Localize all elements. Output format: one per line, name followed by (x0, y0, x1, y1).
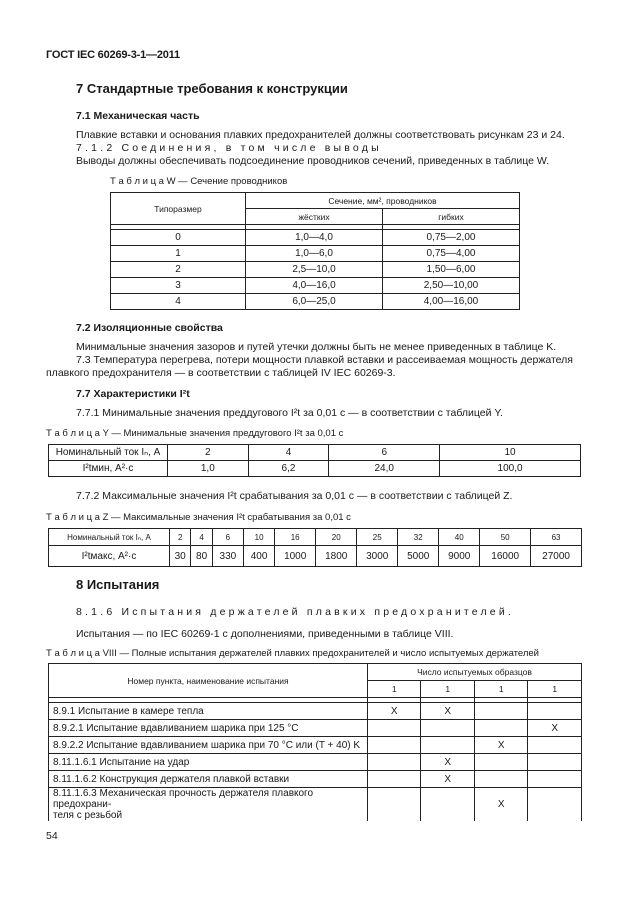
cell: 0,75—4,00 (383, 246, 520, 262)
cell: 9000 (439, 546, 480, 567)
s73-p: 7.3 Температура перегрева, потери мощности плавкой вставки и рассеиваемая мощность держателя (76, 354, 573, 366)
cell: X (421, 754, 474, 771)
table-row (111, 246, 520, 262)
cell: 40 (439, 529, 480, 546)
cell (49, 788, 368, 822)
cell: 8.9.1 Испытание в камере тепла (49, 703, 368, 720)
cell: 2 (111, 262, 246, 278)
cell (421, 720, 474, 737)
cell: 330 (212, 546, 243, 567)
cell: 0,75—2,00 (383, 230, 520, 246)
s816-p: Испытания — по IEC 60269-1 с дополнениями, приведенными в таблице VIII. (76, 628, 454, 640)
cell: 6 (212, 529, 243, 546)
table-row (49, 754, 582, 771)
table-row (49, 788, 582, 822)
cell: 1,0 (168, 461, 249, 477)
cell: X (474, 737, 527, 754)
table-row (111, 278, 520, 294)
cell: 4 (248, 445, 329, 461)
table-z-caption: Т а б л и ц а Z — Максимальные значения I²t срабатывания за 0,01 с (46, 512, 351, 523)
doc-header: ГОСТ IEC 60269-3-1—2011 (46, 49, 180, 61)
table-y-row2-label: I²tмин, А²·с (49, 461, 168, 477)
cell (528, 771, 582, 788)
cell: 27000 (531, 546, 582, 567)
cell: 8.9.2.2 Испытание вдавливанием шарика при 70 °C или (T + 40) K (49, 737, 368, 754)
cell (474, 771, 527, 788)
cell: 6,2 (248, 461, 329, 477)
cell (528, 788, 582, 822)
cell (528, 703, 582, 720)
cell: 80 (191, 546, 212, 567)
s816-title: 8.1.6 Испытания держателей плавких предохранителей. (76, 606, 515, 618)
cell: 16000 (480, 546, 531, 567)
cell: X (368, 703, 421, 720)
s71-p3: Выводы должны обеспечивать подсоединение проводников сечений, приведенных в таблице W. (76, 155, 550, 167)
cell: 1 (111, 246, 246, 262)
cell: X (421, 771, 474, 788)
cell: 3 (111, 278, 246, 294)
table-row (49, 737, 582, 754)
page-number: 54 (46, 830, 58, 842)
cell: 63 (531, 529, 582, 546)
cell: 16 (275, 529, 316, 546)
cell (368, 788, 421, 822)
cell (474, 754, 527, 771)
s771-p: 7.7.1 Минимальные значения преддугового I²t за 0,01 с — в соответствии с таблицей Y. (76, 407, 503, 419)
cell: 4,00—16,00 (383, 294, 520, 310)
table-row (49, 546, 582, 567)
s72-title: 7.2 Изоляционные свойства (76, 322, 223, 334)
table-w-col3: гибких (383, 209, 520, 225)
table-y (48, 444, 581, 477)
s772-p: 7.7.2 Максимальные значения I²t срабатывания за 0,01 с — в соответствии с таблицей Z. (76, 490, 513, 502)
table-z (48, 528, 582, 567)
cell (368, 771, 421, 788)
cell (368, 720, 421, 737)
cell: 2 (170, 529, 191, 546)
cell: 1,0—6,0 (246, 246, 383, 262)
table-viii (48, 663, 582, 821)
cell: 8.9.2.1 Испытание вдавливанием шарика при 125 °C (49, 720, 368, 737)
cell: 32 (398, 529, 439, 546)
table-viii-col-group: Число испытуемых образцов (368, 664, 582, 681)
table-row (49, 461, 581, 477)
table-row (49, 720, 582, 737)
table-viii-col1: Номер пункта, наименование испытания (49, 664, 368, 698)
cell: 50 (480, 529, 531, 546)
cell: 20 (316, 529, 357, 546)
cell: 0 (111, 230, 246, 246)
cell (421, 737, 474, 754)
cell: 5000 (398, 546, 439, 567)
cell: 1 (528, 681, 582, 698)
table-w (110, 192, 520, 310)
cell: 10 (243, 529, 274, 546)
table-row (49, 529, 582, 546)
table-row (49, 445, 581, 461)
cell: X (528, 720, 582, 737)
cell: 25 (357, 529, 398, 546)
cell (421, 788, 474, 822)
cell: 1 (368, 681, 421, 698)
cell: 100,0 (440, 461, 581, 477)
cell (528, 737, 582, 754)
cell (528, 754, 582, 771)
cell: X (474, 788, 527, 822)
cell (474, 703, 527, 720)
cell (368, 737, 421, 754)
table-y-caption: Т а б л и ц а Y — Минимальные значения преддугового I²t за 0,01 с (46, 428, 344, 439)
cell: 1,50—6,00 (383, 262, 520, 278)
cell: 4 (111, 294, 246, 310)
s71-p1: Плавкие вставки и основания плавких предохранителей должны соответствовать рисункам 23 и 24. (76, 129, 565, 141)
cell: 1800 (316, 546, 357, 567)
table-w-col2: жёстких (246, 209, 383, 225)
table-w-col1: Типоразмер (111, 193, 246, 225)
section-7-title: 7 Стандартные требования к конструкции (76, 81, 348, 96)
table-viii-caption: Т а б л и ц а VIII — Полные испытания держателей плавких предохранителей и число испытуемых держателей (46, 648, 539, 659)
cell-line: 8.11.1.6.3 Механическая прочность держателя плавкого предохрани- (53, 788, 314, 810)
cell: X (421, 703, 474, 720)
cell: 30 (170, 546, 191, 567)
cell (474, 720, 527, 737)
cell: 6 (329, 445, 440, 461)
cell: 24,0 (329, 461, 440, 477)
table-row (111, 294, 520, 310)
cell: 1 (421, 681, 474, 698)
table-z-row1-label: Номинальный ток Iₙ, А (49, 529, 170, 546)
table-row (49, 703, 582, 720)
table-z-row2-label: I²tмакс, А²·с (49, 546, 170, 567)
cell (368, 754, 421, 771)
section-8-title: 8 Испытания (76, 577, 160, 592)
cell-line: теля с резьбой (53, 810, 123, 821)
table-w-caption: Т а б л и ц а W — Сечение проводников (110, 176, 288, 187)
cell: 1,0—4,0 (246, 230, 383, 246)
cell: 4 (191, 529, 212, 546)
table-row (111, 230, 520, 246)
cell: 3000 (357, 546, 398, 567)
cell: 1000 (275, 546, 316, 567)
cell: 2,5—10,0 (246, 262, 383, 278)
cell: 10 (440, 445, 581, 461)
s71-title: 7.1 Механическая часть (76, 110, 200, 122)
table-w-col-group: Сечение, мм², проводников (246, 193, 520, 209)
table-row (49, 771, 582, 788)
s72-p1: Минимальные значения зазоров и путей утечки должны быть не менее приведенных в таблице K. (76, 341, 557, 353)
s73-p-cont: плавкого предохранителя — в соответствии с таблицей IV IEC 60269-3. (46, 367, 396, 379)
cell: 400 (243, 546, 274, 567)
table-y-row1-label: Номинальный ток Iₙ, А (49, 445, 168, 461)
cell: 2,50—10,00 (383, 278, 520, 294)
cell: 1 (474, 681, 527, 698)
cell: 4,0—16,0 (246, 278, 383, 294)
cell: 8.11.1.6.1 Испытание на удар (49, 754, 368, 771)
s712-title: 7.1.2 Соединения, в том числе выводы (76, 142, 382, 154)
cell: 6,0—25,0 (246, 294, 383, 310)
table-row (111, 262, 520, 278)
s77-title: 7.7 Характеристики I²t (76, 388, 190, 400)
cell: 8.11.1.6.2 Конструкция держателя плавкой вставки (49, 771, 368, 788)
cell: 2 (168, 445, 249, 461)
